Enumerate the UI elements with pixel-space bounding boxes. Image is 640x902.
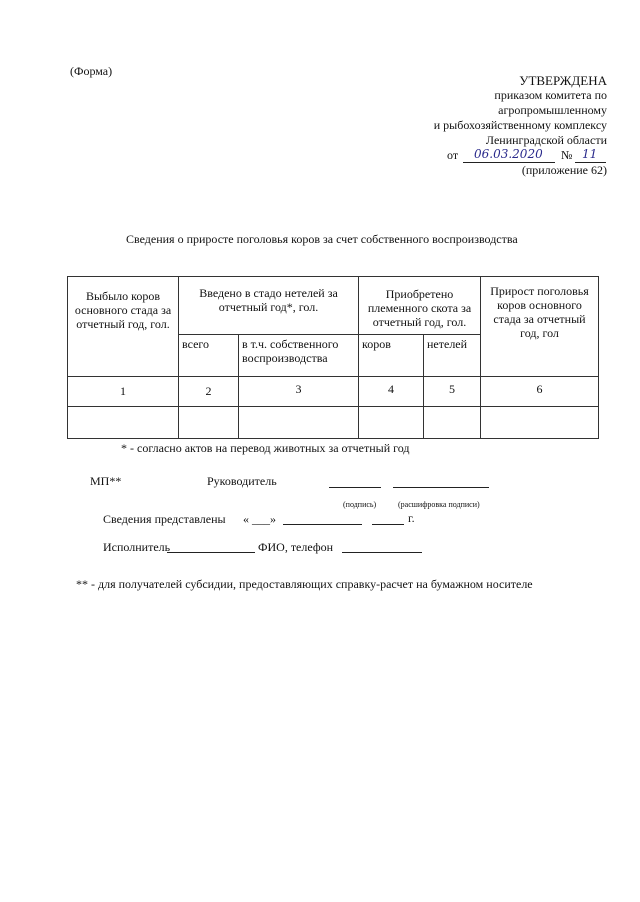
document-heading: Сведения о приросте поголовья коров за счет собственного воспроизводства [126,232,518,246]
empty-cell [179,407,239,439]
head-label: Руководитель [207,474,277,488]
number-cell: 3 [239,377,359,407]
data-table [67,276,599,439]
header-col3a: коров [359,335,424,377]
phone-line [342,552,422,553]
approval-line2: агропромышленному [498,103,607,117]
signature-caption: (подпись) [343,500,377,509]
submitted-year-suffix: г. [408,511,415,525]
empty-cell [481,407,599,439]
approval-line4: Ленинградской области [485,133,607,147]
submitted-year-line [372,524,404,525]
submitted-day: « ___» [243,512,276,526]
decode-caption: (расшифровка подписи) [398,500,480,509]
appendix: (приложение 62) [521,163,607,177]
signature-line [329,487,381,488]
decode-line [393,487,489,488]
executor-label: Исполнитель [103,540,171,554]
approval-line1: приказом комитета по [494,88,607,102]
header-col2: Введено в стадо нетелей за отчетный год*, гол. [179,277,359,335]
approval-title: УТВЕРЖДЕНА [519,73,607,88]
footnote-subsidy: ** - для получателей субсидии, предоставляющих справку-расчет на бумажном носителе [76,577,533,591]
executor-line [167,552,255,553]
number-cell: 5 [424,377,481,407]
number-cell: 4 [359,377,424,407]
submitted-month-line [283,524,362,525]
empty-cell [359,407,424,439]
header-col2b: в т.ч. собственного воспроизводства [239,335,359,377]
header-col3b: нетелей [424,335,481,377]
empty-cell [424,407,481,439]
number-cell: 6 [481,377,599,407]
header-col4: Прирост поголовья коров основного стада за отчетный год, гол [481,277,599,377]
fio-label: ФИО, телефон [258,540,334,554]
number-cell: 2 [179,377,239,407]
submitted-label: Сведения представлены [103,512,226,526]
stamp-label: МП** [90,474,122,488]
empty-cell [239,407,359,439]
date-value: 06.03.2020 [474,147,543,161]
footnote-acts: * - согласно актов на перевод животных за отчетный год [121,441,410,455]
empty-cell [68,407,179,439]
number-cell: 1 [68,377,179,407]
header-col1: Выбыло коров основного стада за отчетный год, гол. [68,277,179,377]
form-label: (Форма) [70,64,113,78]
date-prefix: от [447,148,459,162]
approval-line3: и рыбохозяйственному комплексу [433,118,607,132]
number-prefix: № [561,148,573,162]
header-col3: Приобретено племенного скота за отчетный год, гол. [359,277,481,335]
header-col2a: всего [179,335,239,377]
number-value: 11 [582,147,598,161]
